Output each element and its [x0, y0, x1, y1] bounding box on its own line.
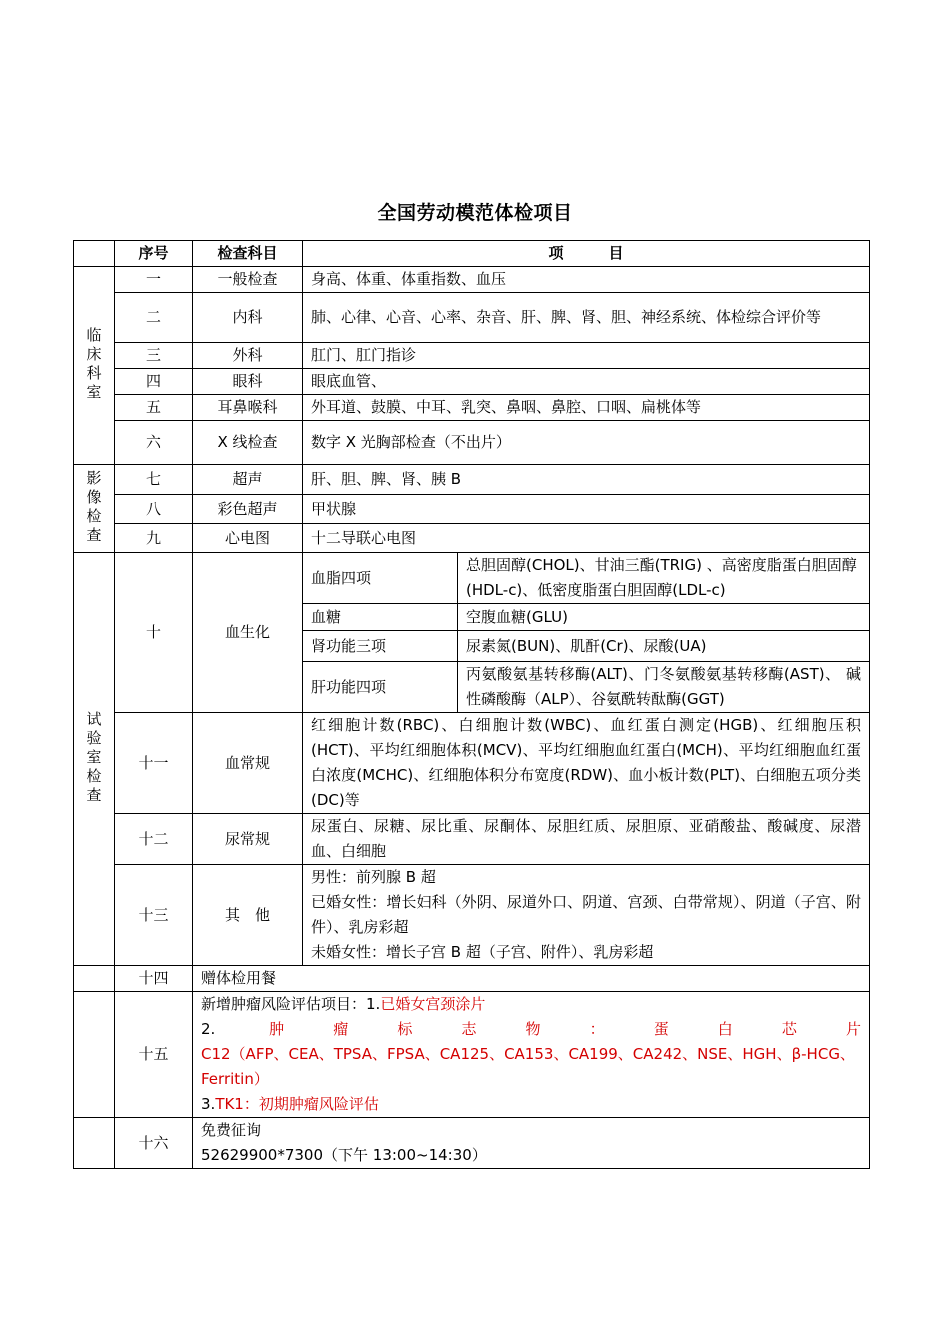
items-cell: 外耳道、鼓膜、中耳、乳突、鼻咽、鼻腔、口咽、扁桃体等: [303, 395, 870, 421]
seq-cell: 十三: [115, 865, 193, 966]
group-lab: 试验室检查: [74, 553, 115, 966]
subject-cell: 超声: [193, 465, 303, 495]
subject-cell: 血生化: [193, 553, 303, 713]
seq-cell: 七: [115, 465, 193, 495]
seq-cell: 十五: [115, 992, 193, 1118]
exam-items-table: [73, 240, 870, 1169]
header-blank-cell: [74, 241, 115, 267]
subject-cell: 其 他: [193, 865, 303, 966]
items-cell: 尿蛋白、尿糖、尿比重、尿酮体、尿胆红质、尿胆原、亚硝酸盐、酸碱度、尿潜血、白细胞: [303, 814, 870, 865]
blank-group-cell: [74, 1118, 115, 1169]
consult-phone: 52629900*7300（下午 13:00~14:30）: [201, 1146, 487, 1164]
seq-cell: 四: [115, 369, 193, 395]
table-row: [74, 343, 870, 369]
items-cell: 红细胞计数(RBC)、白细胞计数(WBC)、血红蛋白测定(HGB)、红细胞压积(HCT)、平均红细胞体积(MCV)、平均红细胞血红蛋白(MCH)、平均红细胞血红蛋白浓度(MCHC)、红细胞体积分布宽度(RDW)、血小板计数(PLT)、白细胞五项分类(DC)等: [303, 713, 870, 814]
other-unmarried-female-line: 未婚女性：增长子宫 B 超（子宫、附件）、乳房彩超: [311, 943, 654, 961]
table-row: [74, 465, 870, 495]
header-items: 项 目: [303, 241, 870, 267]
table-row: [74, 369, 870, 395]
tumor-marker-line: 2. 肿瘤标志物：蛋白芯片: [201, 1020, 861, 1038]
items-cell: 数字 X 光胸部检查（不出片）: [303, 421, 870, 465]
table-row: [74, 1118, 870, 1169]
items-cell: 甲状腺: [303, 495, 870, 524]
items-cell: 肺、心律、心音、心率、杂音、肝、脾、肾、胆、神经系统、体检综合评价等: [303, 293, 870, 343]
tumor-intro-line: 新增肿瘤风险评估项目：1.已婚女宫颈涂片: [201, 995, 486, 1013]
seq-cell: 十二: [115, 814, 193, 865]
items-cell: 十二导联心电图: [303, 524, 870, 553]
table-header-row: [74, 241, 870, 267]
table-row: [74, 421, 870, 465]
seq-cell: 二: [115, 293, 193, 343]
table-row: [74, 395, 870, 421]
table-row: [74, 524, 870, 553]
seq-cell: 十四: [115, 966, 193, 992]
table-row: [74, 865, 870, 966]
subject-cell: 内科: [193, 293, 303, 343]
sub-item-name: 肾功能三项: [303, 631, 458, 662]
subject-cell: X 线检查: [193, 421, 303, 465]
table-row: [74, 713, 870, 814]
subject-cell: 外科: [193, 343, 303, 369]
subject-cell: 眼科: [193, 369, 303, 395]
group-imaging: 影像检查: [74, 465, 115, 553]
page-title: 全国劳动模范体检项目: [377, 202, 573, 224]
seq-cell: 五: [115, 395, 193, 421]
sub-item-detail: 丙氨酸氨基转移酶(ALT)、门冬氨酸氨基转移酶(AST)、 碱性磷酸酶（ALP）、谷氨酰转酞酶(GGT): [458, 662, 870, 713]
header-subject: 检查科目: [193, 241, 303, 267]
seq-cell: 十: [115, 553, 193, 713]
tk1-line: 3.TK1：初期肿瘤风险评估: [201, 1095, 379, 1113]
sub-item-detail: 空腹血糖(GLU): [458, 604, 870, 631]
seq-cell: 六: [115, 421, 193, 465]
items-cell: 赠体检用餐: [193, 966, 870, 992]
header-seq: 序号: [115, 241, 193, 267]
table-row: [74, 293, 870, 343]
sub-item-name: 血脂四项: [303, 553, 458, 604]
table-row: [74, 966, 870, 992]
items-cell: [193, 992, 870, 1118]
table-row: [74, 992, 870, 1118]
sub-item-name: 肝功能四项: [303, 662, 458, 713]
group-clinical: 临床科室: [74, 267, 115, 465]
other-married-female-line: 已婚女性：增长妇科（外阴、尿道外口、阴道、宫颈、白带常规）、阴道（子宫、附件）、乳房彩超: [311, 893, 862, 936]
seq-cell: 九: [115, 524, 193, 553]
subject-cell: 尿常规: [193, 814, 303, 865]
seq-cell: 十一: [115, 713, 193, 814]
blank-group-cell: [74, 966, 115, 992]
table-row: [74, 553, 870, 604]
items-cell: [303, 865, 870, 966]
other-male-line: 男性：前列腺 B 超: [311, 868, 436, 886]
subject-cell: 彩色超声: [193, 495, 303, 524]
seq-cell: 八: [115, 495, 193, 524]
blank-group-cell: [74, 992, 115, 1118]
table-row: [74, 814, 870, 865]
items-cell: [193, 1118, 870, 1169]
items-cell: 眼底血管、: [303, 369, 870, 395]
items-cell: 肛门、肛门指诊: [303, 343, 870, 369]
sub-item-name: 血糖: [303, 604, 458, 631]
items-cell: 身高、体重、体重指数、血压: [303, 267, 870, 293]
free-consult-label: 免费征询: [201, 1121, 262, 1139]
subject-cell: 耳鼻喉科: [193, 395, 303, 421]
seq-cell: 十六: [115, 1118, 193, 1169]
subject-cell: 一般检查: [193, 267, 303, 293]
sub-item-detail: 总胆固醇(CHOL)、甘油三酯(TRIG) 、高密度脂蛋白胆固醇(HDL-c)、低密度脂蛋白胆固醇(LDL-c): [458, 553, 870, 604]
cervical-smear-item: 已婚女宫颈涂片: [380, 995, 486, 1013]
table-row: [74, 267, 870, 293]
subject-cell: 血常规: [193, 713, 303, 814]
items-cell: 肝、胆、脾、肾、胰 B: [303, 465, 870, 495]
seq-cell: 一: [115, 267, 193, 293]
tumor-marker-list: C12（AFP、CEA、TPSA、FPSA、CA125、CA153、CA199、CA242、NSE、HGH、β-HCG、Ferritin）: [201, 1045, 855, 1088]
sub-item-detail: 尿素氮(BUN)、肌酐(Cr)、尿酸(UA): [458, 631, 870, 662]
subject-cell: 心电图: [193, 524, 303, 553]
seq-cell: 三: [115, 343, 193, 369]
table-row: [74, 495, 870, 524]
